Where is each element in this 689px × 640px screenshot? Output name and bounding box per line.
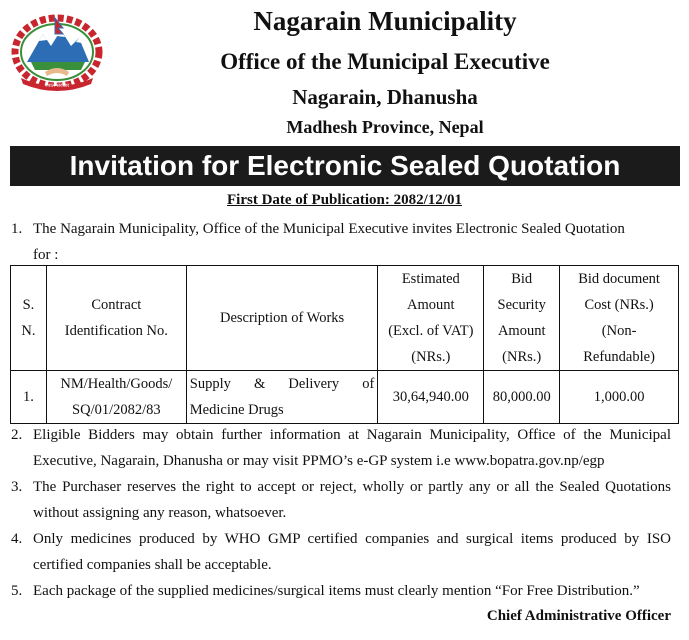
table-header-row <box>11 266 679 371</box>
header-sn: S. N. <box>11 266 47 371</box>
item-number: 4. <box>11 531 23 547</box>
notice-title-banner: Invitation for Electronic Sealed Quotation <box>10 146 680 186</box>
notice-header <box>0 0 689 146</box>
province-location: Madhesh Province, Nepal <box>286 117 484 137</box>
header-estimated-amount: Estimated Amount (Excl. of VAT) (NRs.) <box>378 266 484 371</box>
item-text: Only medicines produced by WHO GMP certified companies and surgical items produced by ISO certified companies shall be acceptable. <box>33 531 671 573</box>
item-text: Each package of the supplied medicines/surgical items must clearly mention “For Free Distribution.” <box>33 583 640 599</box>
item-text: The Purchaser reserves the right to accept or reject, wholly or partly any or all the Sealed Quotations without assigning any reason, whatsoever. <box>33 479 671 521</box>
header-description: Description of Works <box>186 266 378 371</box>
row-bid-security: 80,000.00 <box>484 371 560 424</box>
header-bid-security: Bid Security Amount (NRs.) <box>484 266 560 371</box>
quotation-table <box>10 265 679 424</box>
signatory-title: Chief Administrative Officer <box>486 608 671 624</box>
header-document-cost: Bid document Cost (NRs.) (Non- Refundable) <box>560 266 679 371</box>
row-document-cost: 1,000.00 <box>560 371 679 424</box>
item-text: The Nagarain Municipality, Office of the Municipal Executive invites Electronic Sealed Quotation <box>33 221 625 237</box>
emblem-caption: नेपाल सरकार <box>44 83 70 89</box>
row-sn: 1. <box>11 371 47 424</box>
header-contract-id: Contract Identification No. <box>46 266 186 371</box>
item-number: 1. <box>11 221 23 237</box>
item-text-continued: for : <box>33 247 59 263</box>
item-number: 2. <box>11 427 23 443</box>
office-location: Nagarain, Dhanusha <box>292 85 478 109</box>
publication-date: First Date of Publication: 2082/12/01 <box>227 192 462 208</box>
item-number: 5. <box>11 583 23 599</box>
row-estimated-amount: 30,64,940.00 <box>378 371 484 424</box>
row-contract-id: NM/Health/Goods/ SQ/01/2082/83 <box>46 371 186 424</box>
office-name: Office of the Municipal Executive <box>220 49 550 74</box>
table-row <box>11 371 679 424</box>
row-description: Supply & Delivery of Medicine Drugs <box>186 371 378 424</box>
municipality-name: Nagarain Municipality <box>253 6 517 36</box>
item-number: 3. <box>11 479 23 495</box>
item-text: Eligible Bidders may obtain further information at Nagarain Municipality, Office of the Municipal Executive, Nagarain, Dhanusha or may visit PPMO’s e-GP system i.e www.bopatra.gov.np/egp <box>33 427 671 469</box>
